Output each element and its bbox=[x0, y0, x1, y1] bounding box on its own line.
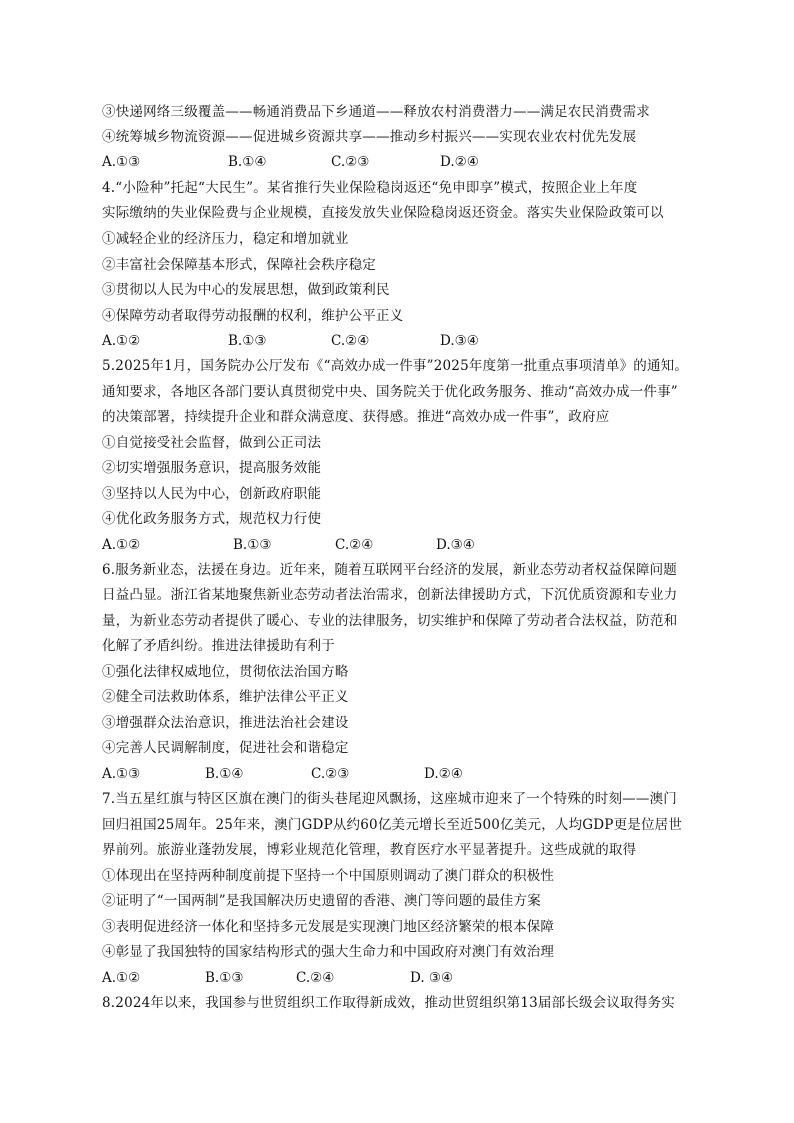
q7-stem-line-3: 界前列。旅游业蓬勃发展，博彩业规范化管理，教育医疗水平显著提升。这些成就的取得 bbox=[102, 842, 637, 858]
q7-option-c[interactable]: C.②④ bbox=[296, 970, 335, 986]
q3-option-b[interactable]: B.①④ bbox=[228, 154, 267, 170]
q3-option-c[interactable]: C.②③ bbox=[331, 154, 370, 170]
q5-item-2: ②切实增强服务意识，提高服务效能 bbox=[102, 460, 322, 476]
q5-item-1: ①自觉接受社会监督，做到公正司法 bbox=[102, 435, 322, 451]
q7-item-3: ③表明促进经济一体化和坚持多元发展是实现澳门地区经济繁荣的根本保障 bbox=[102, 919, 555, 935]
q6-stem-line-3: 量，为新业态劳动者提供了暖心、专业的法律服务，切实维护和保障了劳动者合法权益，防范和 bbox=[102, 613, 678, 629]
q5-option-a[interactable]: A.①② bbox=[102, 537, 141, 553]
q3-item-4: ④统筹城乡物流资源——促进城乡资源共享——推动乡村振兴——实现农业农村优先发展 bbox=[102, 129, 637, 145]
q4-options bbox=[102, 331, 702, 351]
q5-options bbox=[102, 535, 702, 555]
q7-stem-line-2: 回归祖国25周年。25年来，澳门GDP从约60亿美元增长至近500亿美元，人均GDP更是位居世 bbox=[102, 817, 683, 833]
q3-option-a[interactable]: A.①③ bbox=[102, 154, 141, 170]
q4-option-d[interactable]: D.③④ bbox=[440, 333, 479, 349]
q8-stem-line-1: 8.2024年以来，我国参与世贸组织工作取得新成效，推动世贸组织第13届部长级会议取得务实 bbox=[102, 995, 675, 1011]
q5-stem-line-1: 5.2025年1月，国务院办公厅发布《“高效办成一件事”2025年度第一批重点事项清单》的通知。 bbox=[102, 358, 689, 374]
q4-stem-line-2: 实际缴纳的失业保险费与企业规模，直接发放失业保险稳岗返还资金。落实失业保险政策可以 bbox=[102, 205, 664, 221]
q7-item-2: ②证明了“一国两制”是我国解决历史遗留的香港、澳门等问题的最佳方案 bbox=[102, 893, 541, 909]
q4-item-3: ③贯彻以人民为中心的发展思想，做到政策利民 bbox=[102, 282, 390, 298]
q6-option-a[interactable]: A.①③ bbox=[102, 766, 141, 782]
q4-item-1: ①减轻企业的经济压力，稳定和增加就业 bbox=[102, 231, 349, 247]
q6-stem-line-1: 6.服务新业态，法援在身边。近年来，随着互联网平台经济的发展，新业态劳动者权益保障问题 bbox=[102, 562, 677, 578]
q4-stem-line-1: 4.“小险种”托起“大民生”。某省推行失业保险稳岗返还“免申即享”模式，按照企业上年度 bbox=[102, 180, 638, 196]
q6-item-2: ②健全司法救助体系，维护法律公平正义 bbox=[102, 689, 349, 705]
q4-item-4: ④保障劳动者取得劳动报酬的权利，维护公平正义 bbox=[102, 308, 404, 324]
q6-options bbox=[102, 764, 702, 784]
q7-options bbox=[102, 968, 702, 988]
q7-option-d[interactable]: D. ③④ bbox=[410, 970, 454, 986]
q7-option-b[interactable]: B.①③ bbox=[205, 970, 244, 986]
q7-item-4: ④彰显了我国独特的国家结构形式的强大生命力和中国政府对澳门有效治理 bbox=[102, 944, 555, 960]
q5-option-c[interactable]: C.②④ bbox=[335, 537, 374, 553]
q5-option-b[interactable]: B.①③ bbox=[233, 537, 272, 553]
q7-item-1: ①体现出在坚持两种制度前提下坚持一个中国原则调动了澳门群众的积极性 bbox=[102, 868, 555, 884]
q6-stem-line-2: 日益凸显。浙江省某地聚焦新业态劳动者法治需求，创新法律援助方式，下沉优质资源和专业力 bbox=[102, 587, 678, 603]
q3-options bbox=[102, 152, 702, 172]
q6-item-3: ③增强群众法治意识，推进法治社会建设 bbox=[102, 715, 349, 731]
q3-option-d[interactable]: D.②④ bbox=[440, 154, 479, 170]
q4-option-a[interactable]: A.①② bbox=[102, 333, 141, 349]
q4-option-b[interactable]: B.①③ bbox=[228, 333, 267, 349]
q7-option-a[interactable]: A.①② bbox=[102, 970, 141, 986]
q6-stem-line-4: 化解了矛盾纠纷。推进法律援助有利于 bbox=[102, 638, 335, 654]
q6-option-b[interactable]: B.①④ bbox=[205, 766, 244, 782]
q3-item-3: ③快递网络三级覆盖——畅通消费品下乡通道——释放农村消费潜力——满足农民消费需求 bbox=[102, 104, 650, 120]
q7-stem-line-1: 7.当五星红旗与特区区旗在澳门的街头巷尾迎风飘扬，这座城市迎来了一个特殊的时刻——澳门 bbox=[102, 791, 677, 807]
q5-stem-line-2: 通知要求，各地区各部门要认真贯彻党中央、国务院关于优化政务服务、推动“高效办成一件事” bbox=[102, 384, 678, 400]
q5-stem-line-3: 的决策部署，持续提升企业和群众满意度、获得感。推进“高效办成一件事”，政府应 bbox=[102, 409, 610, 425]
q6-option-d[interactable]: D.②④ bbox=[424, 766, 463, 782]
q5-item-4: ④优化政务服务方式，规范权力行使 bbox=[102, 511, 322, 527]
q6-item-1: ①强化法律权威地位，贯彻依法治国方略 bbox=[102, 664, 349, 680]
q4-option-c[interactable]: C.②④ bbox=[331, 333, 370, 349]
q6-option-c[interactable]: C.②③ bbox=[311, 766, 350, 782]
q4-item-2: ②丰富社会保障基本形式，保障社会秩序稳定 bbox=[102, 257, 376, 273]
q5-option-d[interactable]: D.③④ bbox=[436, 537, 475, 553]
q5-item-3: ③坚持以人民为中心，创新政府职能 bbox=[102, 486, 322, 502]
q6-item-4: ④完善人民调解制度，促进社会和谐稳定 bbox=[102, 740, 349, 756]
